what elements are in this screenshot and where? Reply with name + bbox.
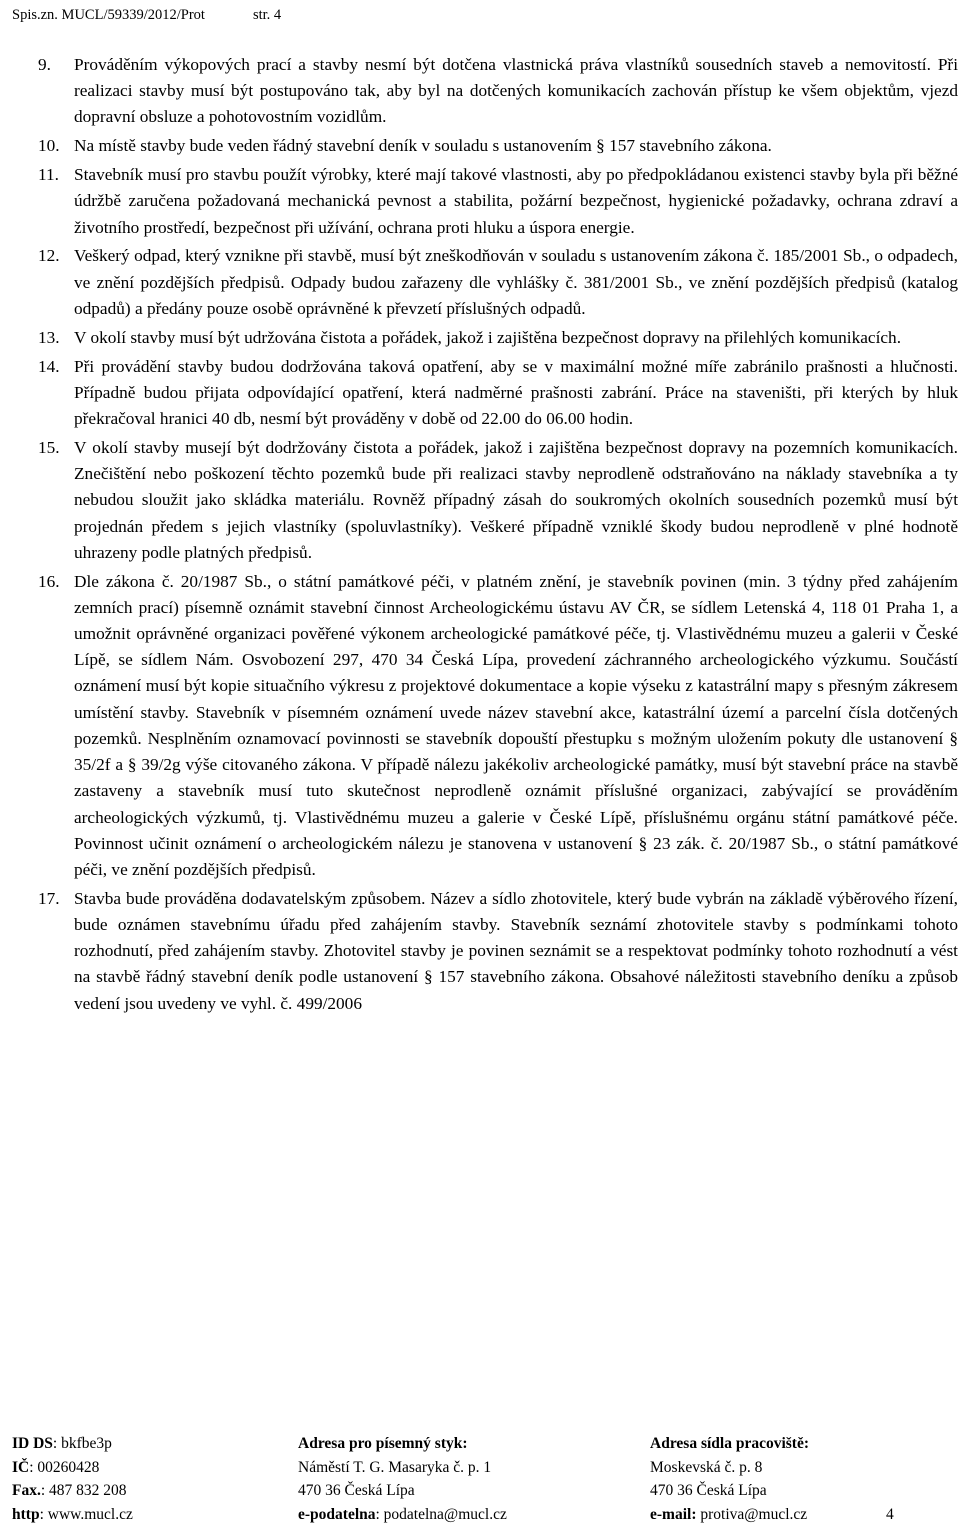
postal-heading: Adresa pro písemný styk:: [298, 1435, 468, 1452]
item-number: 9.: [38, 55, 51, 74]
footer-contact-ids: [12, 1432, 133, 1526]
item-text: V okolí stavby musejí být dodržovány čistota a pořádek, jakož i zajištěna bezpečnost dopravy na pozemních komunikacích. Znečištění nebo poškození těchto pozemků bude při realizaci stavby neprodleně odstraňováno na náklady stavebníka a ty nebudou sloužit jako skládka materiálu. Rovněž případný zásah do soukromých okolních sousedních pozemků musí být projednán předem s jejich vlastníky (spoluvlastníky). Veškeré případně vzniklé škody budou neprodleně v plné hodnotě uhrazeny podle platných předpisů.: [74, 437, 958, 562]
office-street: Moskevská č. p. 8: [650, 1458, 763, 1476]
fax-value: : 487 832 208: [40, 1482, 127, 1499]
web-link[interactable]: : www.mucl.cz: [39, 1505, 133, 1523]
footer-postal-address: [298, 1432, 507, 1526]
item-number: 17.: [38, 888, 60, 908]
item-number: 15.: [38, 437, 60, 457]
footer-office-address: [650, 1432, 809, 1526]
item-text: Stavebník musí pro stavbu použít výrobky, které mají takové vlastnosti, aby po předpokládanou existenci stavby byla při běžné údržbě zaručena požadovaná mechanická pevnost a stabilita, požární bezpečnost, hygienické požadavky, ochrana zdraví a životního prostředí, bezpečnost při užívání, ochrana proti hluku a úspora energie.: [74, 165, 958, 237]
condition-item: [38, 243, 958, 322]
postal-street: Náměstí T. G. Masaryka č. p. 1: [298, 1458, 492, 1476]
page-header: [12, 6, 281, 24]
item-number: 13.: [38, 327, 60, 347]
item-text: Prováděním výkopových prací a stavby nesmí být dotčena vlastnická práva vlastníků sousedních staveb a nemovitostí. Při realizaci stavby musí být postupováno tak, aby byl na dotčených komunikacích zachován přístup ke všem objektům, vjezd dopravní obsluze a pohotovostním vozidlům.: [74, 55, 958, 127]
item-text: V okolí stavby musí být udržována čistota a pořádek, jakož i zajištěna bezpečnost dopravy na přilehlých komunikacích.: [74, 327, 902, 347]
condition-item: [38, 435, 958, 566]
item-text: Při provádění stavby budou dodržována taková opatření, aby se v maximální možné míře zabránilo prašnosti a hlučnosti. Případně budou přijata odpovídající opatření, která nadměrné prašnosti zabrání. Práce na staveništi, při kterých by hluk překračoval hranici 40 db, nesmí být prováděny v době od 22.00 do 06.00 hodin.: [74, 356, 958, 429]
item-text: Veškerý odpad, který vznikne při stavbě, musí být zneškodňován v souladu s ustanovením zákona č. 185/2001 Sb., o odpadech, ve znění pozdějších předpisů. Odpady budou zařazeny dle vyhlášky č. 381/2001 Sb., ve znění pozdějších předpisů (katalog odpadů) a předány pouze osobě oprávněné k převzetí příslušných odpadů.: [74, 246, 958, 318]
document-body: [38, 52, 958, 1020]
footer-page-number-col: [886, 1432, 894, 1526]
condition-item: [38, 325, 958, 351]
condition-item: [38, 569, 958, 883]
postal-city: 470 36 Česká Lípa: [298, 1482, 415, 1499]
data-box-value: : bkfbe3p: [52, 1435, 112, 1452]
page-number: 4: [886, 1505, 894, 1523]
item-text: Na místě stavby bude veden řádný stavební deník v souladu s ustanovením § 157 stavebního zákona.: [74, 136, 772, 156]
epodatelna-email[interactable]: : podatelna@mucl.cz: [375, 1505, 507, 1523]
item-number: 16.: [38, 571, 60, 591]
ico-value: : 00260428: [29, 1458, 100, 1476]
condition-item: [38, 52, 958, 131]
condition-item: [38, 354, 958, 433]
data-box-label: ID DS: [12, 1435, 53, 1452]
item-number: 12.: [38, 246, 60, 266]
file-reference: Spis.zn. MUCL/59339/2012/Prot: [12, 7, 205, 23]
office-heading: Adresa sídla pracoviště:: [650, 1435, 810, 1452]
epodatelna-label: e-podatelna: [298, 1505, 376, 1523]
item-text: Dle zákona č. 20/1987 Sb., o státní památkové péči, v platném znění, je stavebník povinen (min. 3 týdny před zahájením zemních prací) písemně oznámit stavební činnost Archeologickému ústavu AV ČR, se sídlem Letenská 4, 118 01 Praha 1, a umožnit oprávněné organizaci pověřené výkonem archeologické památkové péče, tj. Vlastivědnému muzeu a galerii v České Lípě, se sídlem Nám. Osvobození 297, 470 34 Česká Lípa, provedení záchranného archeologického výzkumu. Součástí oznámení musí být kopie situačního výkresu z projektové dokumentace a kopie výseku z katastrální mapy s přesným zákresem umístění stavby. Stavebník v písemném oznámení uvede název stavební akce, katastrální území a parcelní čísla dotčených pozemků. Nesplněním oznamovací povinnosti se stavebník dopouští přestupku s možným uložením pokuty dle ustanovení § 35/2f a § 39/2g výše citovaného zákona. V případě nálezu jakékoliv archeologické památky, musí být stavební práce na stavbě zastaveny a stavebník musí tuto skutečnost neprodleně oznámit příslušné organizaci, zabývající se prováděním archeologických výzkumů, tj. Vlastivědnému muzeu a galerie v České Lípě, příslušnému orgánu státní památkové péče. Povinnost učinit oznámení o archeologickém nálezu je stanovena v ustanovení § 23 zák. č. 20/1987 Sb., o státní památkové péči, ve znění pozdějších předpisů.: [74, 571, 958, 879]
web-label: http: [12, 1505, 40, 1523]
page-label: str. 4: [252, 7, 282, 23]
item-text: Stavba bude prováděna dodavatelským způsobem. Název a sídlo zhotovitele, který bude vybrán na základě výběrového řízení, bude oznámen stavebnímu úřadu před zahájením stavby. Stavebník seznámí zhotovitele stavby s podmínkami tohoto rozhodnutí, před zahájením stavby. Zhotovitel stavby je povinen seznámit se a respektovat podmínky tohoto rozhodnutí a vést na stavbě řádný stavební deník podle ustanovení § 157 stavebního zákona. Obsahové náležitosti stavebního deníku a způsob vedení jsou uvedeny ve vyhl. č. 499/2006: [74, 888, 958, 1013]
item-number: 14.: [38, 356, 60, 376]
office-email[interactable]: protiva@mucl.cz: [696, 1505, 808, 1523]
condition-item: [38, 162, 958, 241]
fax-label: Fax.: [12, 1482, 41, 1499]
condition-item: [38, 133, 958, 159]
office-city: 470 36 Česká Lípa: [650, 1482, 767, 1499]
ico-label: IČ: [12, 1458, 30, 1476]
condition-item: [38, 886, 958, 1017]
item-number: 11.: [38, 165, 59, 185]
email-label: e-mail:: [650, 1505, 697, 1523]
item-number: 10.: [38, 136, 60, 156]
